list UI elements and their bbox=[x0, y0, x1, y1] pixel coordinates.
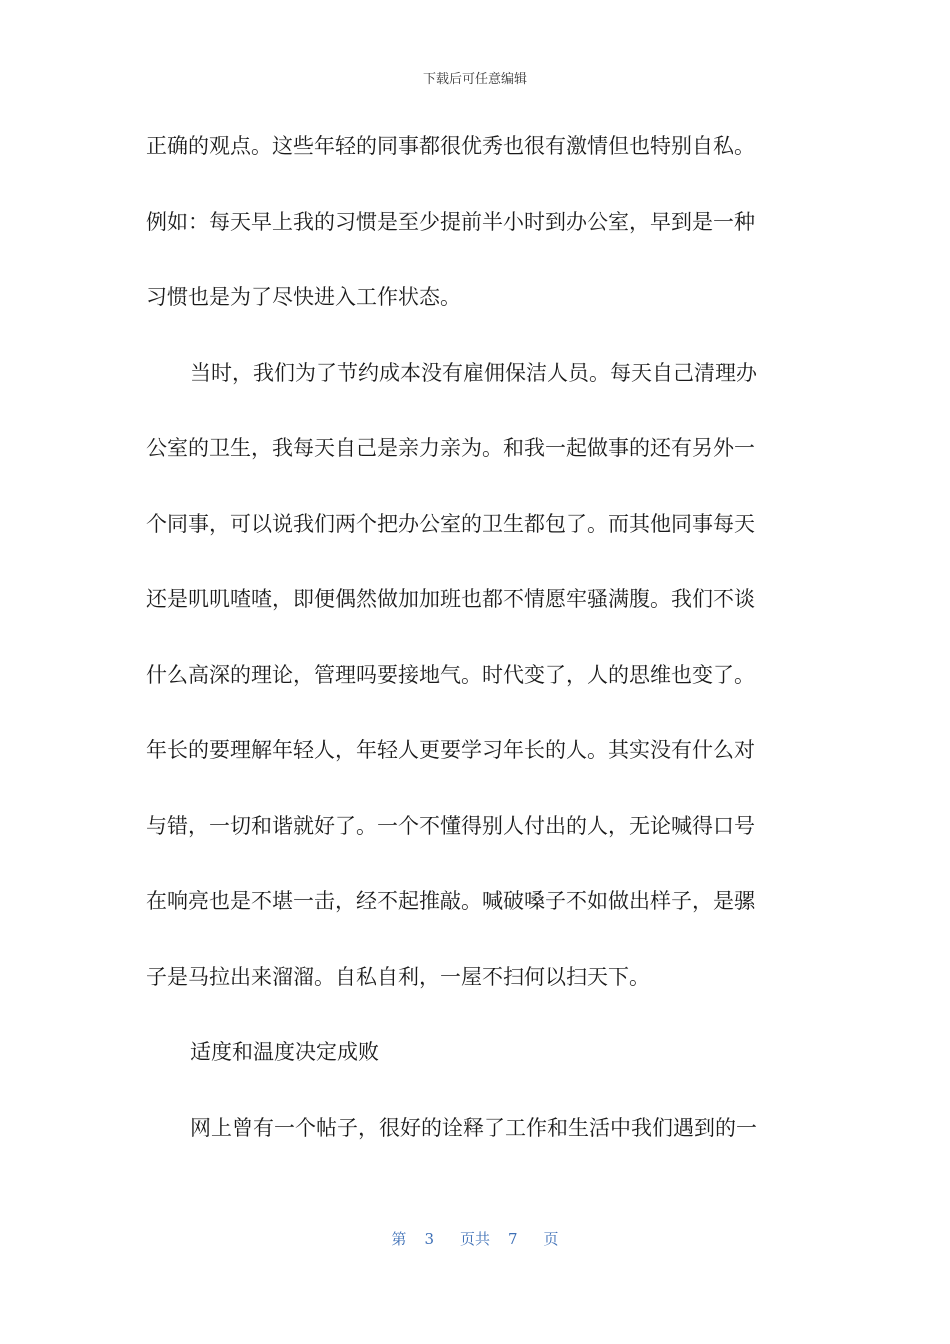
paragraph-start-line: 当时，我们为了节约成本没有雇佣保洁人员。每天自己清理办 bbox=[190, 360, 757, 385]
text-line: 还是叽叽喳喳，即便偶然做加加班也都不情愿牢骚满腹。我们不谈 bbox=[146, 587, 755, 611]
text-line: 什么高深的理论，管理吗要接地气。时代变了，人的思维也变了。 bbox=[146, 662, 755, 687]
header-note: 下载后可任意编辑 bbox=[422, 72, 527, 87]
footer-suffix: 页 bbox=[543, 1230, 559, 1248]
current-page-number: 3 bbox=[424, 1230, 434, 1248]
page-footer bbox=[0, 1228, 950, 1249]
section-heading: 适度和温度决定成败 bbox=[190, 1040, 379, 1064]
text-line: 公室的卫生，我每天自己是亲力亲为。和我一起做事的还有另外一 bbox=[146, 436, 755, 460]
text-line: 与错，一切和谐就好了。一个不懂得别人付出的人，无论喊得口号 bbox=[146, 813, 755, 838]
footer-middle: 页共 bbox=[459, 1230, 490, 1248]
document-body bbox=[146, 124, 796, 1181]
text-line: 在响亮也是不堪一击，经不起推敲。喊破嗓子不如做出样子，是骡 bbox=[146, 889, 755, 913]
paragraph-start-line: 网上曾有一个帖子，很好的诠释了工作和生活中我们遇到的一 bbox=[190, 1115, 757, 1140]
text-line: 正确的观点。这些年轻的同事都很优秀也很有激情但也特别自私。 bbox=[146, 134, 755, 158]
text-line: 个同事，可以说我们两个把办公室的卫生都包了。而其他同事每天 bbox=[146, 511, 755, 536]
text-line: 年长的要理解年轻人，年轻人更要学习年长的人。其实没有什么对 bbox=[146, 738, 755, 762]
text-line: 子是马拉出来溜溜。自私自利，一屋不扫何以扫天下。 bbox=[146, 964, 650, 989]
total-pages-number: 7 bbox=[508, 1230, 518, 1248]
footer-prefix: 第 bbox=[391, 1230, 407, 1248]
text-line: 例如：每天早上我的习惯是至少提前半小时到办公室，早到是一种 bbox=[146, 209, 755, 234]
text-line: 习惯也是为了尽快进入工作状态。 bbox=[146, 285, 461, 309]
